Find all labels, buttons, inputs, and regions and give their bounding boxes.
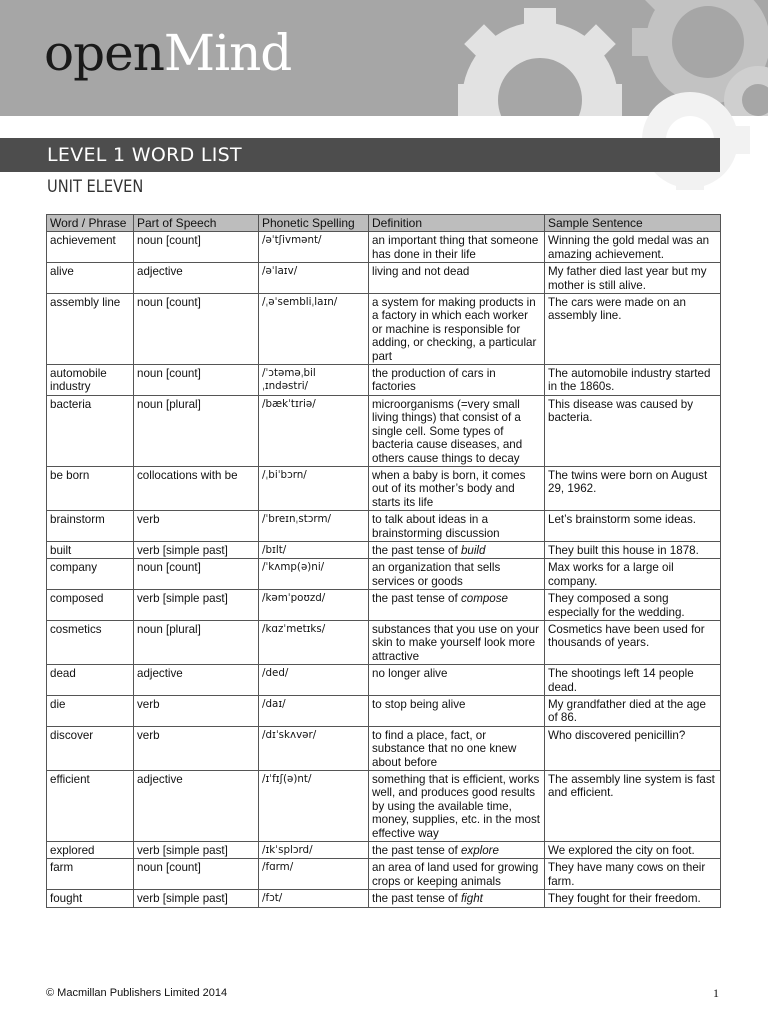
cell-part-of-speech: verb [simple past]: [134, 590, 259, 621]
cell-sample-sentence: The assembly line system is fast and efficient.: [545, 771, 721, 842]
definition-text: living and not dead: [372, 265, 470, 279]
cell-definition: [369, 726, 545, 770]
cell-sample-sentence: Max works for a large oil company.: [545, 559, 721, 590]
definition-text: microorganisms (=very small living things) that consist of a single cell. Some types of bacteria cause diseases, and others cause things to decay: [372, 397, 523, 465]
definition-text: a system for making products in a factory in which each worker or machine is responsible for adding, or checking, a particular part: [372, 296, 537, 363]
table-row: [47, 395, 721, 466]
cell-phonetic: /bækˈtɪriə/: [259, 395, 369, 466]
definition-text: to stop being alive: [372, 698, 466, 711]
cell-part-of-speech: noun [plural]: [134, 395, 259, 466]
cell-word: explored: [47, 842, 134, 859]
definition-text: the past tense of: [372, 892, 461, 906]
cell-part-of-speech: adjective: [134, 263, 259, 294]
cell-sample-sentence: We explored the city on foot.: [545, 842, 721, 859]
definition-text: the past tense of: [372, 592, 461, 606]
table-row: [47, 559, 721, 590]
word-list-table: [46, 214, 721, 908]
cell-definition: [369, 590, 545, 621]
cell-word: fought: [47, 890, 134, 907]
header-definition: Definition: [369, 215, 545, 232]
cell-word: discover: [47, 726, 134, 770]
cell-definition: [369, 696, 545, 727]
cell-word: assembly line: [47, 294, 134, 365]
definition-text: an important thing that someone has done in their life: [372, 234, 539, 261]
cell-definition: [369, 771, 545, 842]
cell-word: brainstorm: [47, 511, 134, 542]
cell-word: alive: [47, 263, 134, 294]
cell-phonetic: /ded/: [259, 665, 369, 696]
cell-word: achievement: [47, 232, 134, 263]
table-row: [47, 620, 721, 664]
cell-sample-sentence: They have many cows on their farm.: [545, 859, 721, 890]
definition-text: the production of cars in factories: [372, 367, 496, 394]
table-row: [47, 696, 721, 727]
definition-text: something that is efficient, works well, and produces good results by using the available time, money, supplies, etc. in the most effective way: [372, 773, 540, 840]
header-band: [0, 0, 768, 116]
table-row: [47, 771, 721, 842]
cell-word: bacteria: [47, 395, 134, 466]
cell-definition: [369, 842, 545, 859]
cell-phonetic: /fɔt/: [259, 890, 369, 907]
cell-definition: [369, 511, 545, 542]
unit-title: UNIT ELEVEN: [47, 177, 144, 197]
cell-word: be born: [47, 466, 134, 510]
cell-part-of-speech: adjective: [134, 665, 259, 696]
cell-word: automobile industry: [47, 365, 134, 396]
page-number: 1: [713, 986, 719, 1000]
cell-part-of-speech: verb [simple past]: [134, 890, 259, 907]
copyright-footer: © Macmillan Publishers Limited 2014: [46, 987, 228, 999]
table-row: [47, 665, 721, 696]
cell-word: dead: [47, 665, 134, 696]
table-row: [47, 466, 721, 510]
table-row: [47, 541, 721, 558]
table-row: [47, 365, 721, 396]
cell-sample-sentence: My father died last year but my mother is still alive.: [545, 263, 721, 294]
cell-phonetic: /bɪlt/: [259, 541, 369, 558]
cell-sample-sentence: Winning the gold medal was an amazing achievement.: [545, 232, 721, 263]
table-row: [47, 590, 721, 621]
header-sample-sentence: Sample Sentence: [545, 215, 721, 232]
table-row: [47, 232, 721, 263]
table-row: [47, 859, 721, 890]
definition-text: substances that you use on your skin to make yourself look more attractive: [372, 622, 539, 663]
definition-text: an organization that sells services or goods: [372, 561, 501, 588]
cell-part-of-speech: adjective: [134, 771, 259, 842]
cell-word: efficient: [47, 771, 134, 842]
table-row: [47, 263, 721, 294]
cell-part-of-speech: verb: [134, 726, 259, 770]
cell-sample-sentence: The twins were born on August 29, 1962.: [545, 466, 721, 510]
cell-phonetic: /daɪ/: [259, 696, 369, 727]
cell-sample-sentence: This disease was caused by bacteria.: [545, 395, 721, 466]
cell-phonetic: /ˌbiˈbɔrn/: [259, 466, 369, 510]
cell-sample-sentence: The cars were made on an assembly line.: [545, 294, 721, 365]
cell-word: cosmetics: [47, 620, 134, 664]
cell-sample-sentence: Cosmetics have been used for thousands of years.: [545, 620, 721, 664]
cell-definition: [369, 466, 545, 510]
cell-word: composed: [47, 590, 134, 621]
cell-definition: [369, 294, 545, 365]
table-header-row: [47, 215, 721, 232]
cell-part-of-speech: collocations with be: [134, 466, 259, 510]
table-row: [47, 890, 721, 907]
cell-definition: [369, 263, 545, 294]
cell-part-of-speech: noun [plural]: [134, 620, 259, 664]
header-part-of-speech: Part of Speech: [134, 215, 259, 232]
cell-definition: [369, 559, 545, 590]
title-bar: [0, 138, 720, 172]
table-row: [47, 511, 721, 542]
cell-part-of-speech: noun [count]: [134, 559, 259, 590]
cell-sample-sentence: The shootings left 14 people dead.: [545, 665, 721, 696]
definition-headword: compose: [460, 592, 508, 606]
cell-part-of-speech: verb: [134, 511, 259, 542]
cell-definition: [369, 859, 545, 890]
cell-definition: [369, 665, 545, 696]
cell-phonetic: /ˈkʌmp(ə)ni/: [259, 559, 369, 590]
table-row: [47, 294, 721, 365]
definition-headword: fight: [460, 892, 483, 906]
cell-phonetic: /ˌəˈsembliˌlaɪn/: [259, 294, 369, 365]
definition-text: when a baby is born, it comes out of its mother’s body and starts its life: [372, 468, 526, 509]
definition-text: no longer alive: [372, 667, 448, 681]
cell-sample-sentence: They fought for their freedom.: [545, 890, 721, 907]
cell-sample-sentence: The automobile industry started in the 1860s.: [545, 365, 721, 396]
table-row: [47, 726, 721, 770]
cell-definition: [369, 541, 545, 558]
cell-sample-sentence: They composed a song especially for the wedding.: [545, 590, 721, 621]
cell-part-of-speech: noun [count]: [134, 859, 259, 890]
cell-phonetic: /əˈlaɪv/: [259, 263, 369, 294]
definition-text: the past tense of: [372, 844, 461, 858]
table-row: [47, 842, 721, 859]
definition-text: to find a place, fact, or substance that no one knew about before: [372, 728, 517, 769]
cell-phonetic: /ˈɔtəməˌbil ˌɪndəstri/: [259, 365, 369, 396]
cell-definition: [369, 232, 545, 263]
cell-word: built: [47, 541, 134, 558]
cell-phonetic: /ɪkˈsplɔrd/: [259, 842, 369, 859]
cell-phonetic: /əˈtʃivmənt/: [259, 232, 369, 263]
openmind-logo: openMind: [44, 24, 292, 82]
cell-definition: [369, 395, 545, 466]
cell-phonetic: /fɑrm/: [259, 859, 369, 890]
definition-text: to talk about ideas in a brainstorming discussion: [372, 513, 500, 540]
cell-definition: [369, 620, 545, 664]
definition-headword: build: [460, 543, 486, 557]
cell-definition: [369, 365, 545, 396]
cell-sample-sentence: Let’s brainstorm some ideas.: [545, 511, 721, 542]
cell-part-of-speech: noun [count]: [134, 365, 259, 396]
cell-part-of-speech: verb: [134, 696, 259, 727]
cell-phonetic: /kəmˈpoʊzd/: [259, 590, 369, 621]
cell-part-of-speech: verb [simple past]: [134, 541, 259, 558]
cell-part-of-speech: verb [simple past]: [134, 842, 259, 859]
definition-text: the past tense of: [372, 543, 461, 557]
cell-sample-sentence: They built this house in 1878.: [545, 541, 721, 558]
definition-headword: explore: [460, 844, 499, 858]
cell-part-of-speech: noun [count]: [134, 294, 259, 365]
cell-sample-sentence: My grandfather died at the age of 86.: [545, 696, 721, 727]
cell-word: farm: [47, 859, 134, 890]
cell-definition: [369, 890, 545, 907]
cell-phonetic: /dɪˈskʌvər/: [259, 726, 369, 770]
definition-text: an area of land used for growing crops or keeping animals: [372, 861, 539, 888]
cell-phonetic: /ɪˈfɪʃ(ə)nt/: [259, 771, 369, 842]
header-phonetic: Phonetic Spelling: [259, 215, 369, 232]
cell-phonetic: /ˈbreɪnˌstɔrm/: [259, 511, 369, 542]
header-word: Word / Phrase: [47, 215, 134, 232]
page-title: LEVEL 1 WORD LIST: [47, 144, 242, 166]
cell-part-of-speech: noun [count]: [134, 232, 259, 263]
cell-sample-sentence: Who discovered penicillin?: [545, 726, 721, 770]
cell-word: die: [47, 696, 134, 727]
cell-word: company: [47, 559, 134, 590]
cell-phonetic: /kɑzˈmetɪks/: [259, 620, 369, 664]
